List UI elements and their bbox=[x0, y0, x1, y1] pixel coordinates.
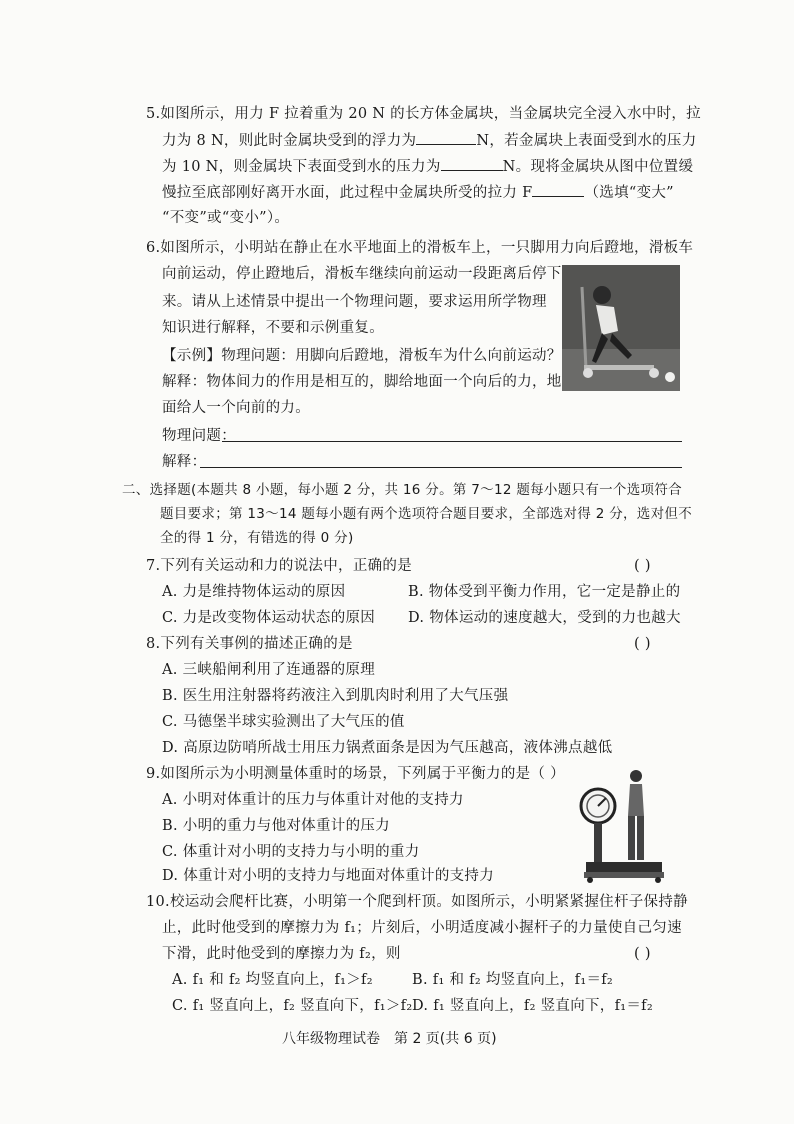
q10-line3: 下滑，此时他受到的摩擦力为 f₂，则 bbox=[162, 946, 401, 962]
q9-stem: 9.如图所示为小明测量体重时的场景，下列属于平衡力的是（ ） bbox=[146, 766, 565, 782]
q10-option-a[interactable]: A. f₁ 和 f₂ 均竖直向上，f₁＞f₂ bbox=[172, 972, 373, 988]
q5-line4 bbox=[162, 182, 674, 203]
q9-option-c[interactable]: C. 体重计对小明的支持力与小明的重力 bbox=[162, 844, 420, 860]
q5-blank-2[interactable] bbox=[441, 156, 503, 171]
q8-option-a[interactable]: A. 三峡船闸利用了连通器的原理 bbox=[162, 662, 375, 678]
q5-line3-text-b: N。现将金属块从图中位置缓 bbox=[502, 159, 694, 175]
q6-line4: 知识进行解释，不要和示例重复。 bbox=[162, 320, 384, 336]
q10-line1: 10.校运动会爬杆比赛，小明第一个爬到杆顶。如图所示，小明紧紧握住杆子保持静 bbox=[146, 894, 688, 910]
q5-line3 bbox=[162, 156, 693, 177]
page-footer: 八年级物理试卷 第 2 页(共 6 页) bbox=[282, 1031, 497, 1047]
q8-stem: 8.下列有关事例的描述正确的是 bbox=[146, 636, 353, 652]
q9-option-b[interactable]: B. 小明的重力与他对体重计的压力 bbox=[162, 818, 390, 834]
scooter-photo-illustration bbox=[562, 265, 680, 391]
q5-line5: “不变”或“变小”）。 bbox=[162, 210, 290, 226]
q10-option-b[interactable]: B. f₁ 和 f₂ 均竖直向上，f₁＝f₂ bbox=[412, 972, 614, 988]
q5-line2-text-b: N，若金属块上表面受到水的压力 bbox=[476, 133, 697, 149]
q5-line2 bbox=[162, 130, 697, 151]
q8-option-b[interactable]: B. 医生用注射器将药液注入到肌肉时利用了大气压强 bbox=[162, 688, 509, 704]
q7-option-a[interactable]: A. 力是维持物体运动的原因 bbox=[162, 584, 346, 600]
q6-explain-line1: 解释：物体间力的作用是相互的，脚给地面一个向后的力，地 bbox=[162, 374, 562, 390]
q7-option-d[interactable]: D. 物体运动的速度越大，受到的力也越大 bbox=[408, 610, 681, 626]
q10-line2: 止，此时他受到的摩擦力为 f₁；片刻后，小明适度减小握杆子的力量使自己匀速 bbox=[162, 920, 682, 936]
q6-answer-label: 解释： bbox=[162, 454, 207, 470]
q6-question-answer-line[interactable] bbox=[222, 441, 682, 442]
q6-question-label: 物理问题： bbox=[162, 428, 236, 444]
q5-line2-text-a: 力为 8 N，则此时金属块受到的浮力为 bbox=[162, 133, 417, 149]
q6-line1: 6.如图所示，小明站在静止在水平地面上的滑板车上，一只脚用力向后蹬地，滑板车 bbox=[146, 240, 694, 256]
q6-line3: 来。请从上述情景中提出一个物理问题，要求运用所学物理 bbox=[162, 294, 547, 310]
q7-option-c[interactable]: C. 力是改变物体运动状态的原因 bbox=[162, 610, 376, 626]
q6-explanation-answer-line[interactable] bbox=[200, 467, 682, 468]
q10-option-c[interactable]: C. f₁ 竖直向上，f₂ 竖直向下，f₁＞f₂ bbox=[172, 998, 413, 1014]
section2-line1: 二、选择题(本题共 8 小题，每小题 2 分，共 16 分。第 7～12 题每小题只有一个选项符合 bbox=[122, 482, 682, 498]
q7-stem: 7.下列有关运动和力的说法中，正确的是 bbox=[146, 558, 413, 574]
q9-option-d[interactable]: D. 体重计对小明的支持力与地面对体重计的支持力 bbox=[162, 868, 495, 884]
section2-line3: 全的得 1 分，有错选的得 0 分) bbox=[160, 530, 354, 546]
section2-line2: 题目要求；第 13～14 题每小题有两个选项符合题目要求，全部选对得 2 分，选对但不 bbox=[160, 506, 693, 522]
scooter-photo bbox=[562, 265, 680, 391]
q6-line2: 向前运动，停止蹬地后，滑板车继续向前运动一段距离后停下 bbox=[162, 266, 562, 282]
q5-blank-3[interactable] bbox=[532, 182, 584, 197]
q7-option-b[interactable]: B. 物体受到平衡力作用，它一定是静止的 bbox=[408, 584, 681, 600]
q8-option-d[interactable]: D. 高原边防哨所战士用压力锅煮面条是因为气压越高，液体沸点越低 bbox=[162, 740, 613, 756]
q5-line4-text-b: （选填“变大” bbox=[584, 185, 674, 201]
q5-line3-text-a: 为 10 N，则金属块下表面受到水的压力为 bbox=[162, 159, 441, 175]
q7-answer-paren[interactable]: ( ) bbox=[634, 558, 651, 574]
q5-line1: 5.如图所示，用力 F 拉着重为 20 N 的长方体金属块，当金属块完全浸入水中时，拉 bbox=[146, 106, 701, 122]
q10-option-d[interactable]: D. f₁ 竖直向上，f₂ 竖直向下，f₁＝f₂ bbox=[412, 998, 653, 1014]
q8-option-c[interactable]: C. 马德堡半球实验测出了大气压的值 bbox=[162, 714, 405, 730]
q10-answer-paren[interactable]: ( ) bbox=[634, 946, 651, 962]
q9-option-a[interactable]: A. 小明对体重计的压力与体重计对他的支持力 bbox=[162, 792, 464, 808]
q6-explain-line2: 面给人一个向前的力。 bbox=[162, 400, 310, 416]
q6-example: 【示例】物理问题：用脚向后蹬地，滑板车为什么向前运动？ bbox=[162, 348, 562, 364]
q8-answer-paren[interactable]: ( ) bbox=[634, 636, 651, 652]
q5-line4-text-a: 慢拉至底部刚好离开水面，此过程中金属块所受的拉力 F bbox=[162, 185, 533, 201]
q5-blank-1[interactable] bbox=[416, 130, 476, 145]
weighing-scale-figure bbox=[578, 766, 680, 884]
